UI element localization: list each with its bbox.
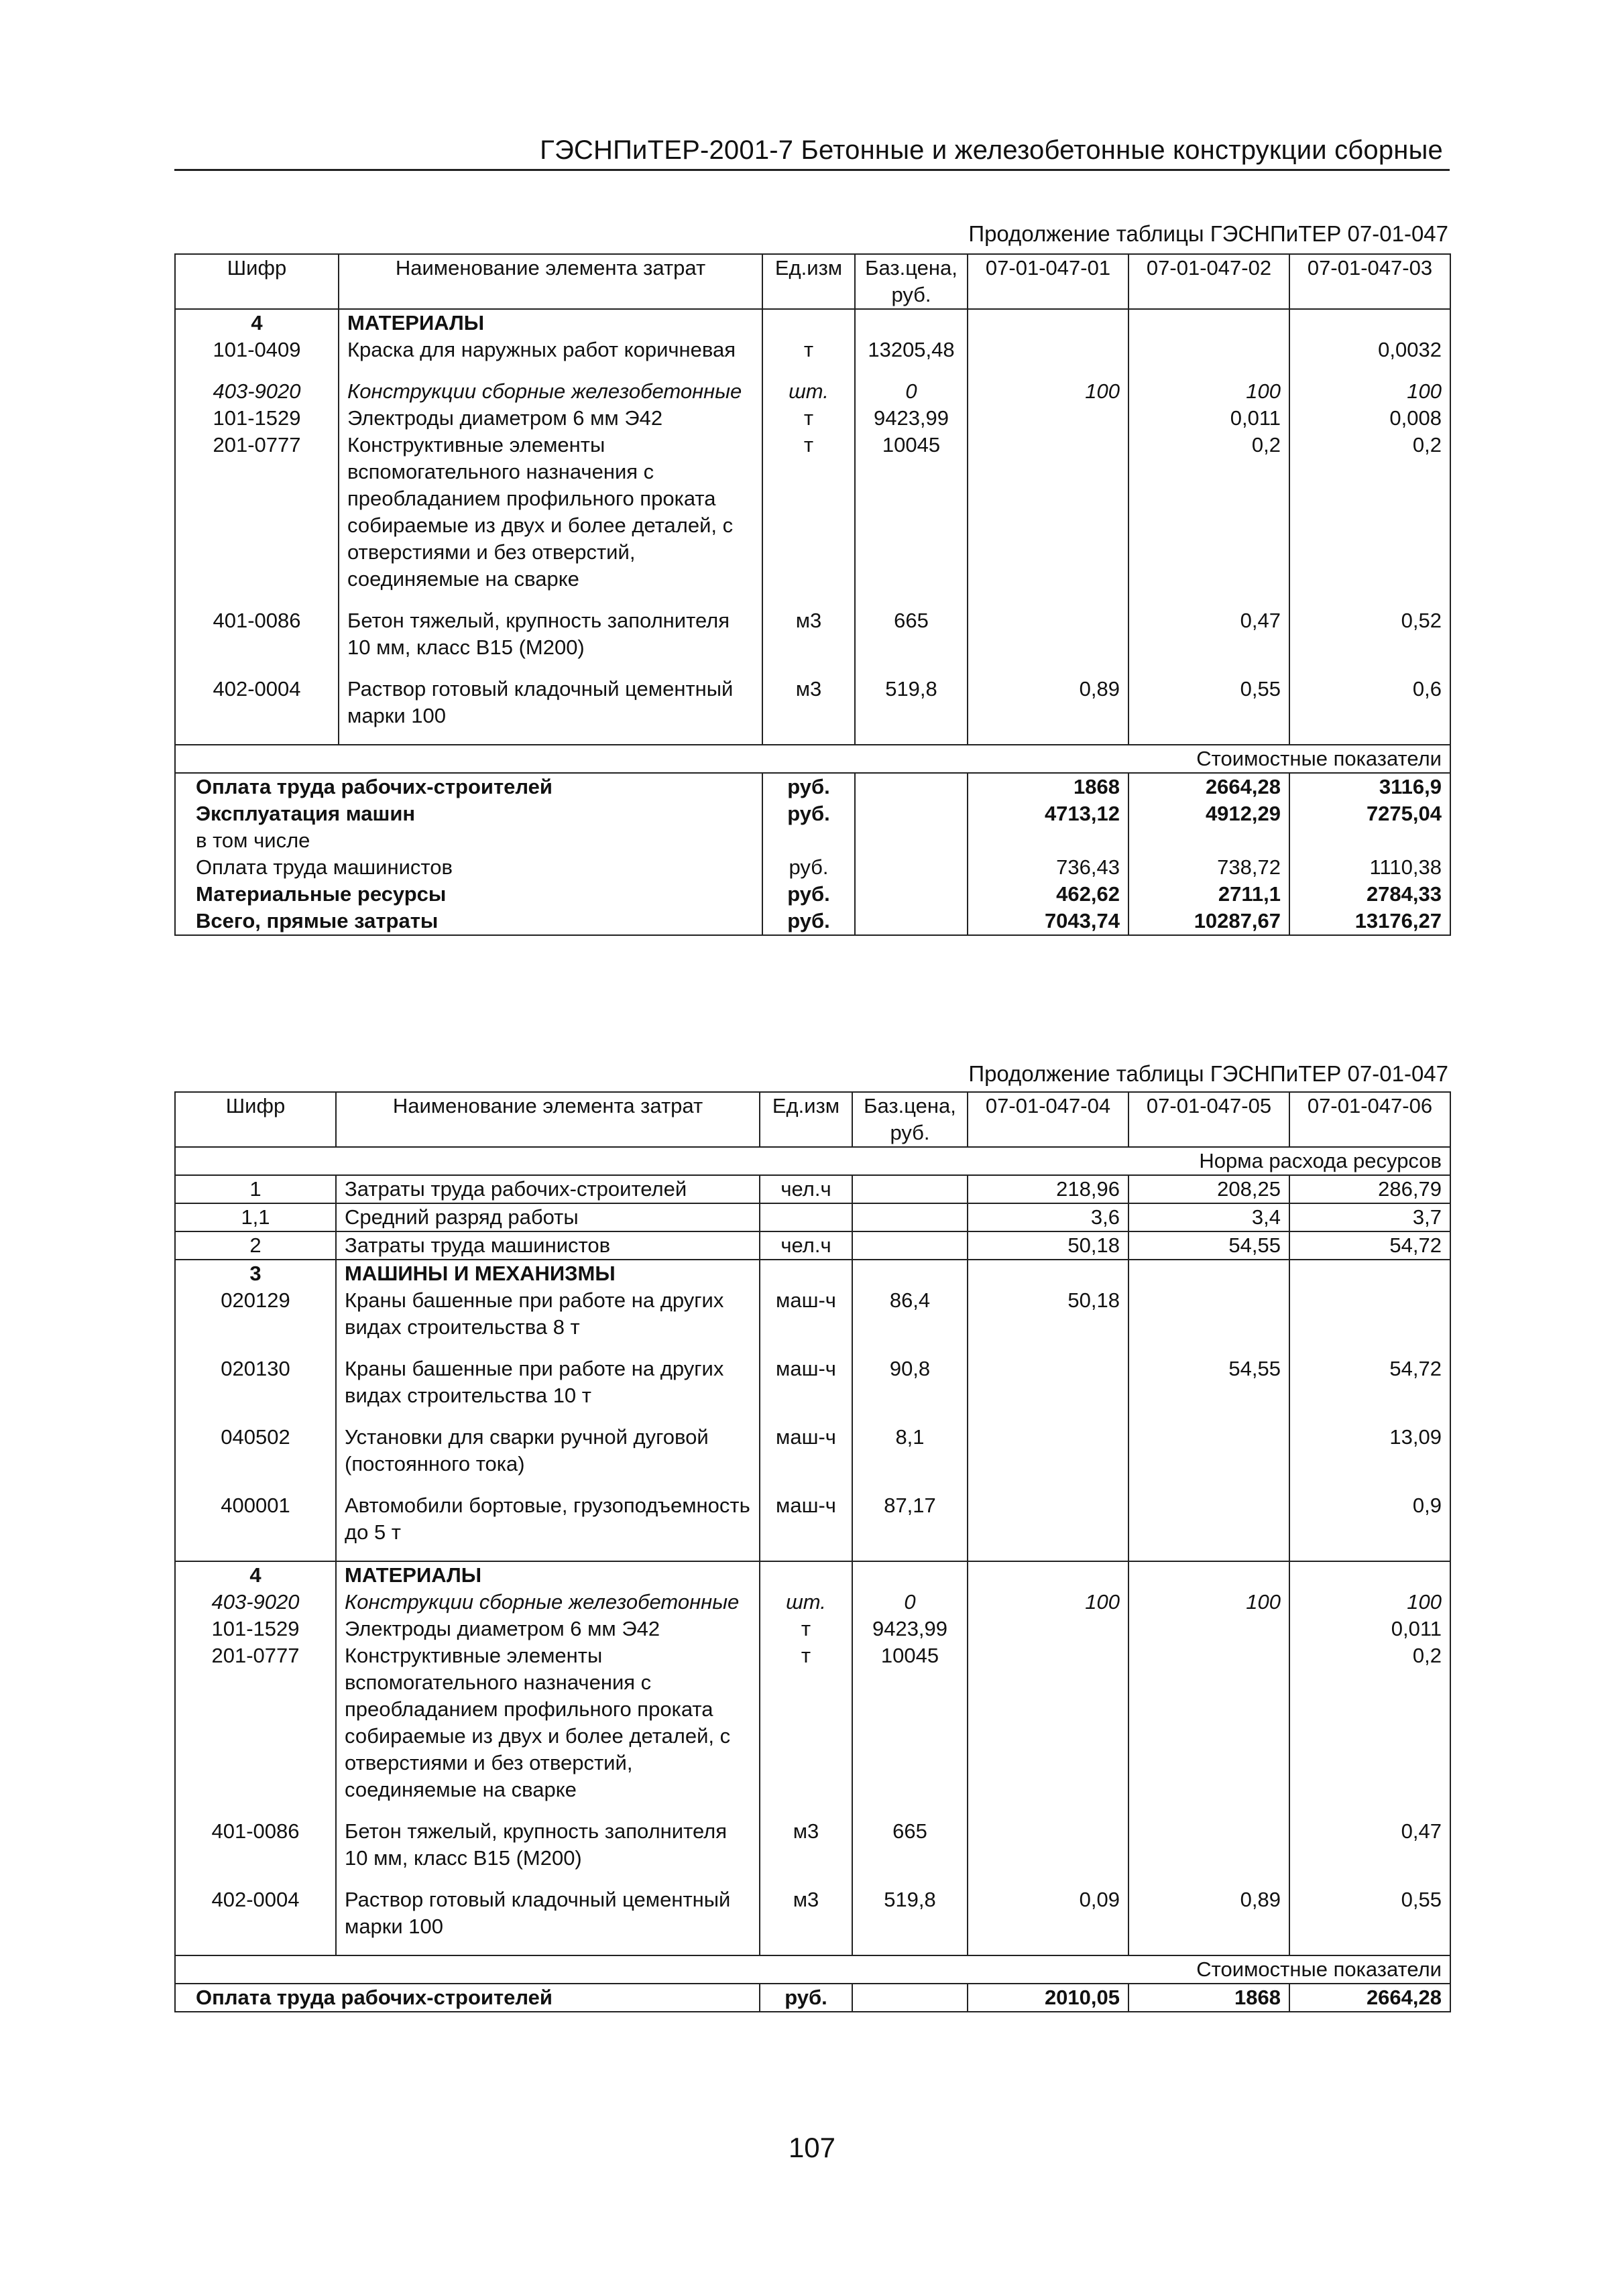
table1-caption: Продолжение таблицы ГЭСНПиТЕР 07-01-047 [968, 221, 1448, 246]
row-unit: т [803, 338, 814, 361]
spacer-row [175, 661, 1450, 676]
table-row [175, 1589, 1450, 1616]
row-value-1: 0,89 [968, 676, 1128, 729]
row-value-1 [968, 337, 1128, 363]
row-price: 0 [852, 1589, 968, 1616]
row-price [852, 1260, 968, 1287]
row-value-1 [968, 1616, 1128, 1642]
cost-row [175, 1984, 1450, 2012]
row-value-1 [968, 1260, 1128, 1287]
row-name: Краска для наружных работ коричневая [339, 337, 762, 363]
cost-price [855, 854, 968, 881]
row-value-1 [968, 405, 1128, 432]
cost-label: Материальные ресурсы [175, 881, 762, 908]
row-unit [762, 309, 855, 337]
cost-row [175, 881, 1450, 908]
row-value-2 [1128, 1492, 1289, 1546]
header-col-1: 07-01-047-04 [968, 1092, 1128, 1147]
row-price: 9423,99 [855, 405, 968, 432]
row-price: 10045 [852, 1642, 968, 1803]
row-price: 9423,99 [852, 1616, 968, 1642]
row-name: Установки для сварки ручной дуговой (постоянного тока) [336, 1424, 760, 1477]
cost-value-3: 2664,28 [1289, 1984, 1450, 2012]
row-value-1 [968, 1818, 1128, 1872]
row-value-2 [1128, 1260, 1289, 1287]
row-code: 3 [175, 1260, 336, 1287]
header-col-2: 07-01-047-05 [1128, 1092, 1289, 1147]
row-name: Конструктивные элементы вспомогательного назначения с преобладанием профильного проката собираемые из двух и более деталей, с отверстиями и без отверстий, соединяемые на сварке [339, 432, 762, 593]
header-price: Баз.цена, руб. [852, 1092, 968, 1147]
cost-value-2: 1868 [1128, 1984, 1289, 2012]
row-value-2: 0,011 [1128, 405, 1289, 432]
row-code: 020129 [175, 1287, 336, 1341]
row-unit: м3 [793, 1888, 819, 1911]
row-name: Электроды диаметром 6 мм Э42 [336, 1616, 760, 1642]
cost-price [855, 827, 968, 854]
row-name: Конструктивные элементы вспомогательного назначения с преобладанием профильного проката собираемые из двух и более деталей, с отверстиями и без отверстий, соединяемые на сварке [336, 1642, 760, 1803]
spacer-row [175, 1940, 1450, 1955]
labor-name: Средний разряд работы [336, 1203, 760, 1231]
cost-value-1: 462,62 [968, 881, 1128, 908]
row-value-3: 0,008 [1289, 405, 1450, 432]
labor-row [175, 1231, 1450, 1260]
table1 [174, 253, 1451, 936]
row-value-3: 0,52 [1289, 607, 1450, 661]
header-name: Наименование элемента затрат [336, 1092, 760, 1147]
row-code: 101-1529 [175, 405, 339, 432]
cost-band [175, 1955, 1450, 1984]
cost-row [175, 827, 1450, 854]
labor-code: 1,1 [175, 1203, 336, 1231]
row-value-1: 100 [968, 1589, 1128, 1616]
labor-value-3: 3,7 [1289, 1203, 1450, 1231]
table-row [175, 405, 1450, 432]
cost-value-2: 4912,29 [1128, 800, 1289, 827]
row-unit: шт. [786, 1590, 826, 1614]
row-value-3: 0,9 [1289, 1492, 1450, 1546]
row-code: 201-0777 [175, 1642, 336, 1803]
cost-label: Оплата труда рабочих-строителей [175, 1984, 760, 2012]
cost-value-1: 7043,74 [968, 908, 1128, 935]
row-unit: т [803, 406, 814, 430]
row-value-1 [968, 1424, 1128, 1477]
row-code: 201-0777 [175, 432, 339, 593]
row-value-3: 13,09 [1289, 1424, 1450, 1477]
spacer-row [175, 1409, 1450, 1424]
labor-value-1: 50,18 [968, 1231, 1128, 1260]
row-unit: шт. [789, 379, 829, 403]
labor-value-1: 3,6 [968, 1203, 1128, 1231]
row-value-2 [1128, 1424, 1289, 1477]
row-value-2: 0,47 [1128, 607, 1289, 661]
row-price: 8,1 [852, 1424, 968, 1477]
cost-row [175, 773, 1450, 800]
spacer-row [175, 1872, 1450, 1886]
row-value-1 [968, 1355, 1128, 1409]
row-name: Электроды диаметром 6 мм Э42 [339, 405, 762, 432]
table-row [175, 378, 1450, 405]
row-price: 519,8 [852, 1886, 968, 1940]
row-value-2: 0,89 [1128, 1886, 1289, 1940]
cost-unit: руб. [762, 800, 855, 827]
table-row [175, 1424, 1450, 1477]
spacer-row [175, 363, 1450, 378]
labor-row [175, 1175, 1450, 1203]
cost-row [175, 854, 1450, 881]
header-unit: Ед.изм [760, 1092, 852, 1147]
spacer-row [175, 729, 1450, 745]
cost-unit: руб. [762, 881, 855, 908]
labor-value-2: 3,4 [1128, 1203, 1289, 1231]
row-value-3 [1289, 309, 1450, 337]
row-unit [760, 1260, 852, 1287]
cost-value-1: 4713,12 [968, 800, 1128, 827]
cost-band-label: Стоимостные показатели [175, 745, 1450, 773]
labor-price [852, 1203, 968, 1231]
header-col-1: 07-01-047-01 [968, 254, 1128, 309]
header-col-2: 07-01-047-02 [1128, 254, 1289, 309]
row-name: Раствор готовый кладочный цементный марки 100 [336, 1886, 760, 1940]
cost-price [855, 773, 968, 800]
cost-value-3: 1110,38 [1289, 854, 1450, 881]
table-row [175, 337, 1450, 363]
norm-band-label: Норма расхода ресурсов [175, 1147, 1450, 1175]
row-price: 0 [855, 378, 968, 405]
row-value-3: 0,47 [1289, 1818, 1450, 1872]
table-row [175, 309, 1450, 337]
row-name: Автомобили бортовые, грузоподъемность до 5 т [336, 1492, 760, 1546]
row-code: 403-9020 [175, 1589, 336, 1616]
cost-price [855, 908, 968, 935]
row-price: 90,8 [852, 1355, 968, 1409]
table2-caption: Продолжение таблицы ГЭСНПиТЕР 07-01-047 [968, 1061, 1448, 1086]
cost-value-1 [968, 827, 1128, 854]
row-value-2 [1128, 1642, 1289, 1803]
table-row [175, 1355, 1450, 1409]
labor-price [852, 1175, 968, 1203]
row-code: 400001 [175, 1492, 336, 1546]
row-unit [760, 1561, 852, 1589]
row-unit: м3 [793, 1819, 819, 1843]
header-name: Наименование элемента затрат [339, 254, 762, 309]
row-value-1: 100 [968, 378, 1128, 405]
cost-price [855, 800, 968, 827]
row-code: 040502 [175, 1424, 336, 1477]
row-value-3: 0,55 [1289, 1886, 1450, 1940]
labor-unit: чел.ч [760, 1231, 852, 1260]
page-number: 107 [788, 2132, 836, 2163]
row-unit: маш-ч [776, 1288, 836, 1312]
row-value-3: 0,011 [1289, 1616, 1450, 1642]
row-name: Бетон тяжелый, крупность заполнителя 10 мм, класс В15 (М200) [336, 1818, 760, 1872]
cost-value-3 [1289, 827, 1450, 854]
spacer-row [175, 1477, 1450, 1492]
labor-value-1: 218,96 [968, 1175, 1128, 1203]
cost-price [855, 881, 968, 908]
cost-value-3: 13176,27 [1289, 908, 1450, 935]
header-code: Шифр [175, 254, 339, 309]
norm-band [175, 1147, 1450, 1175]
row-code: 020130 [175, 1355, 336, 1409]
table-row [175, 607, 1450, 661]
row-name: Бетон тяжелый, крупность заполнителя 10 мм, класс В15 (М200) [339, 607, 762, 661]
spacer-row [175, 1803, 1450, 1818]
labor-name: Затраты труда рабочих-строителей [336, 1175, 760, 1203]
row-value-1 [968, 1492, 1128, 1546]
table-row [175, 1818, 1450, 1872]
header-row [175, 1092, 1450, 1147]
cost-unit: руб. [762, 854, 855, 881]
cost-unit: руб. [762, 908, 855, 935]
labor-value-3: 54,72 [1289, 1231, 1450, 1260]
row-value-2: 0,2 [1128, 432, 1289, 593]
row-code: 401-0086 [175, 1818, 336, 1872]
row-price: 86,4 [852, 1287, 968, 1341]
row-value-1 [968, 432, 1128, 593]
table-row [175, 1287, 1450, 1341]
row-value-2 [1128, 1287, 1289, 1341]
spacer-row [175, 1546, 1450, 1561]
header-unit: Ед.изм [762, 254, 855, 309]
cost-label: Эксплуатация машин [175, 800, 762, 827]
row-name: МАТЕРИАЛЫ [336, 1561, 760, 1589]
cost-value-2: 2664,28 [1128, 773, 1289, 800]
labor-value-2: 208,25 [1128, 1175, 1289, 1203]
table-row [175, 1642, 1450, 1803]
labor-unit [760, 1203, 852, 1231]
cost-label: Оплата труда машинистов [175, 854, 762, 881]
table2 [174, 1091, 1451, 2012]
labor-code: 1 [175, 1175, 336, 1203]
table-row [175, 1886, 1450, 1940]
row-value-2: 100 [1128, 1589, 1289, 1616]
cost-label: Всего, прямые затраты [175, 908, 762, 935]
labor-value-2: 54,55 [1128, 1231, 1289, 1260]
row-name: МАТЕРИАЛЫ [339, 309, 762, 337]
row-code: 101-0409 [175, 337, 339, 363]
table-row [175, 1492, 1450, 1546]
header-price: Баз.цена, руб. [855, 254, 968, 309]
row-value-1 [968, 1561, 1128, 1589]
row-value-2 [1128, 337, 1289, 363]
row-name: Конструкции сборные железобетонные [336, 1589, 760, 1616]
running-head [174, 134, 1450, 171]
spacer-row [175, 593, 1450, 607]
row-code: 402-0004 [175, 1886, 336, 1940]
row-value-1 [968, 607, 1128, 661]
header-code: Шифр [175, 1092, 336, 1147]
cost-unit: руб. [762, 773, 855, 800]
cost-label: Оплата труда рабочих-строителей [175, 773, 762, 800]
row-value-3: 100 [1289, 378, 1450, 405]
row-value-2: 54,55 [1128, 1355, 1289, 1409]
row-price: 87,17 [852, 1492, 968, 1546]
row-code: 4 [175, 309, 339, 337]
row-name: Краны башенные при работе на других видах строительства 8 т [336, 1287, 760, 1341]
cost-band [175, 745, 1450, 773]
row-code: 101-1529 [175, 1616, 336, 1642]
labor-row [175, 1203, 1450, 1231]
table-row [175, 1260, 1450, 1287]
row-unit: т [801, 1644, 811, 1667]
row-value-3 [1289, 1260, 1450, 1287]
row-value-2: 100 [1128, 378, 1289, 405]
cost-value-1: 1868 [968, 773, 1128, 800]
row-price: 665 [852, 1818, 968, 1872]
cost-value-1: 736,43 [968, 854, 1128, 881]
row-value-3 [1289, 1287, 1450, 1341]
row-price [855, 309, 968, 337]
row-code: 403-9020 [175, 378, 339, 405]
row-value-2 [1128, 1616, 1289, 1642]
labor-value-3: 286,79 [1289, 1175, 1450, 1203]
row-value-3: 0,6 [1289, 676, 1450, 729]
row-value-1 [968, 309, 1128, 337]
row-value-2 [1128, 1818, 1289, 1872]
cost-value-3: 3116,9 [1289, 773, 1450, 800]
labor-unit: чел.ч [760, 1175, 852, 1203]
labor-price [852, 1231, 968, 1260]
cost-unit [762, 827, 855, 854]
cost-value-2 [1128, 827, 1289, 854]
row-value-1: 0,09 [968, 1886, 1128, 1940]
header-col-3: 07-01-047-06 [1289, 1092, 1450, 1147]
running-head-title: ГЭСНПиТЕР-2001-7 Бетонные и железобетонные конструкции сборные [540, 135, 1443, 165]
row-name: Конструкции сборные железобетонные [339, 378, 762, 405]
header-row [175, 254, 1450, 309]
row-value-3: 0,2 [1289, 432, 1450, 593]
cost-value-3: 2784,33 [1289, 881, 1450, 908]
cost-label: в том числе [175, 827, 762, 854]
cost-value-1: 2010,05 [968, 1984, 1128, 2012]
cost-row [175, 800, 1450, 827]
row-unit: т [801, 1617, 811, 1640]
row-name: Краны башенные при работе на других видах строительства 10 т [336, 1355, 760, 1409]
table-row [175, 676, 1450, 729]
row-value-3: 100 [1289, 1589, 1450, 1616]
cost-price [852, 1984, 968, 2012]
row-unit: маш-ч [776, 1425, 836, 1449]
cost-band-label: Стоимостные показатели [175, 1955, 1450, 1984]
cost-value-3: 7275,04 [1289, 800, 1450, 827]
row-price: 10045 [855, 432, 968, 593]
cost-value-2: 738,72 [1128, 854, 1289, 881]
table-row [175, 1561, 1450, 1589]
row-unit: т [803, 433, 814, 457]
labor-name: Затраты труда машинистов [336, 1231, 760, 1260]
row-value-2 [1128, 1561, 1289, 1589]
labor-code: 2 [175, 1231, 336, 1260]
cost-row [175, 908, 1450, 935]
row-price: 665 [855, 607, 968, 661]
spacer-row [175, 1341, 1450, 1355]
row-code: 402-0004 [175, 676, 339, 729]
row-unit: м3 [795, 609, 822, 632]
row-code: 4 [175, 1561, 336, 1589]
row-unit: маш-ч [776, 1494, 836, 1517]
row-value-3 [1289, 1561, 1450, 1589]
row-unit: маш-ч [776, 1357, 836, 1380]
row-value-1: 50,18 [968, 1287, 1128, 1341]
table-row [175, 432, 1450, 593]
row-code: 401-0086 [175, 607, 339, 661]
row-value-3: 0,0032 [1289, 337, 1450, 363]
row-price: 519,8 [855, 676, 968, 729]
row-unit: м3 [795, 677, 822, 701]
row-price: 13205,48 [855, 337, 968, 363]
cost-value-2: 2711,1 [1128, 881, 1289, 908]
row-name: МАШИНЫ И МЕХАНИЗМЫ [336, 1260, 760, 1287]
row-value-3: 0,2 [1289, 1642, 1450, 1803]
header-col-3: 07-01-047-03 [1289, 254, 1450, 309]
row-value-1 [968, 1642, 1128, 1803]
cost-value-2: 10287,67 [1128, 908, 1289, 935]
table-row [175, 1616, 1450, 1642]
row-value-3: 54,72 [1289, 1355, 1450, 1409]
row-value-2: 0,55 [1128, 676, 1289, 729]
row-name: Раствор готовый кладочный цементный марки 100 [339, 676, 762, 729]
cost-unit: руб. [760, 1984, 852, 2012]
row-value-2 [1128, 309, 1289, 337]
row-price [852, 1561, 968, 1589]
